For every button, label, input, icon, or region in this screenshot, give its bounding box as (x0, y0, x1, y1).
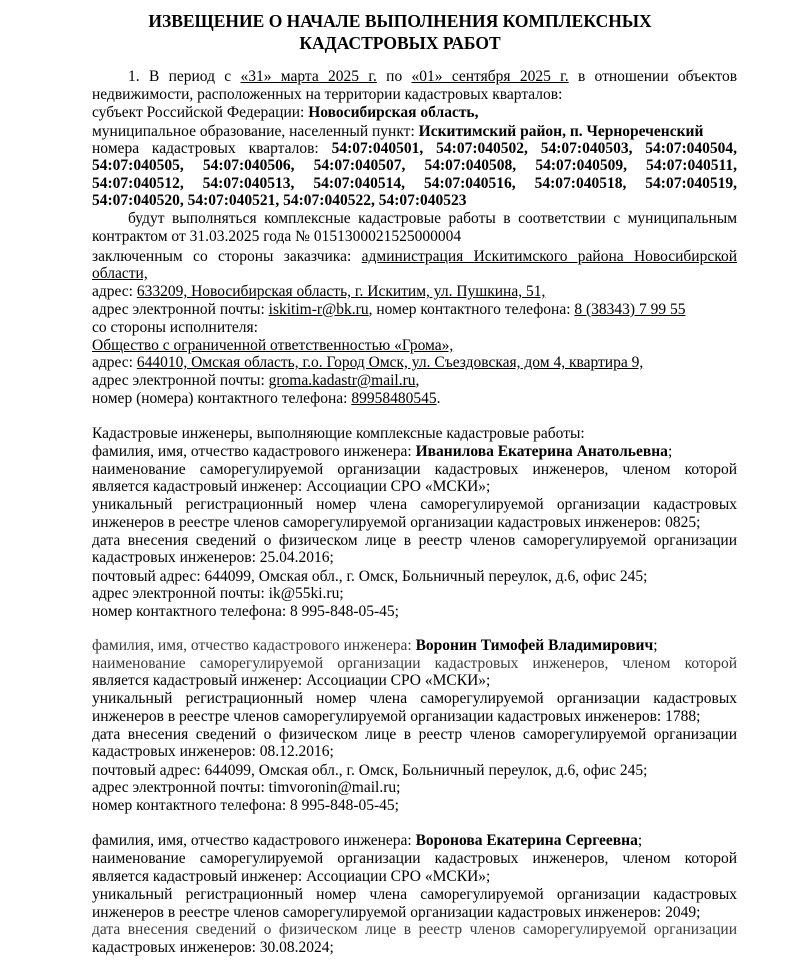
engineer-2-post: 644099, Омская обл., г. Омск, Больничный переулок, д.6, офис 245; (204, 762, 648, 779)
engineer-1-reg-line-2 (92, 514, 737, 532)
engineer-2-date-label: кадастровых инженеров: (92, 743, 256, 760)
engineer-3-date-label: кадастровых инженеров: (92, 939, 256, 956)
municipality-line (92, 123, 737, 141)
executor-address-line (92, 354, 737, 372)
engineer-1-reg-label: инженеров в реестре членов саморегулируемой организации кадастровых инженеров: (92, 514, 662, 531)
engineer-3-date: 30.08.2024; (259, 939, 334, 956)
municipality-value: Искитимский район, п. Чернореченский (418, 123, 704, 140)
executor-name: Общество с ограниченной ответственностью «Грома», (92, 337, 454, 354)
executor-email-line (92, 372, 737, 390)
engineer-2-reg-line-2 (92, 708, 737, 726)
engineer-3-sro-line-1: наименование саморегулируемой организации кадастровых инженеров, членом которой (92, 850, 737, 867)
engineer-3-fio: Воронова Екатерина Сергеевна (415, 832, 638, 849)
engineer-2-reg-line-1: уникальный регистрационный номер члена саморегулируемой организации кадастровых (92, 690, 737, 707)
engineer-1-date: 25.04.2016; (259, 549, 334, 566)
customer-address-line (92, 283, 737, 301)
executor-label: со стороны исполнителя: (92, 319, 258, 336)
executor-phone-line (92, 390, 737, 408)
engineer-3-reg-label: инженеров в реестре членов саморегулируемой организации кадастровых инженеров: (92, 904, 662, 921)
engineer-3-date-line-2 (92, 939, 737, 957)
engineer-3-reg-line-2 (92, 904, 737, 922)
engineer-1-post: 644099, Омская обл., г. Омск, Больничный переулок, д.6, офис 245; (204, 568, 648, 585)
period-text-3: в отношении объектов (577, 68, 738, 85)
period-number: 1. (128, 68, 140, 85)
customer-name-1: администрация Искитимского района Новосибирской (361, 248, 738, 265)
customer-name-2: области, (92, 265, 148, 282)
engineers-heading: Кадастровые инженеры, выполняющие комплексные кадастровые работы: (92, 425, 585, 442)
customer-line (92, 248, 737, 266)
quarters-list-3: 54:07:040512, 54:07:040513, 54:07:040514, 54:07:040516, 54:07:040518, 54:07:040519, (92, 175, 737, 192)
period-end-date: «01» сентября 2025 г. (411, 68, 569, 85)
quarters-list-1: 54:07:040501, 54:07:040502, 54:07:040503, 54:07:040504, (331, 140, 738, 157)
engineer-1-phone-line (92, 603, 737, 621)
notice-title (0, 10, 800, 54)
engineer-3-fio-line (92, 832, 737, 850)
engineer-2-email: timvoronin@mail.ru; (268, 779, 401, 796)
engineer-2-fio-line (92, 637, 737, 655)
customer-phone-label: , номер контактного телефона: (368, 301, 571, 318)
engineer-2-phone-label: номер контактного телефона: (92, 797, 287, 814)
period-line (128, 68, 737, 86)
engineer-2-sro-line-2: является кадастровый инженер: Ассоциации СРО «МСКИ»; (92, 672, 491, 689)
subject-label: субъект Российской Федерации: (92, 104, 305, 121)
quarters-line-1 (92, 140, 737, 158)
engineer-1-fio-label: фамилия, имя, отчество кадастрового инженера: (92, 443, 412, 460)
executor-address-label: адрес: (92, 354, 133, 371)
customer-label: заключенным со стороны заказчика: (92, 248, 352, 265)
period-text-1: В период с (148, 68, 232, 85)
engineer-2-fio: Воронин Тимофей Владимирович (415, 637, 654, 654)
customer-name-line-2 (92, 265, 737, 283)
subject-value: Новосибирская область, (308, 104, 479, 121)
engineer-1-post-label: почтовый адрес: (92, 568, 201, 585)
subject-line (92, 104, 737, 122)
period-start-date: «31» марта 2025 г. (240, 68, 377, 85)
engineer-2-date-line-2 (92, 743, 737, 761)
executor-name-line (92, 337, 737, 355)
engineer-3-fio-after: ; (637, 832, 643, 849)
engineer-1-reg-line-1: уникальный регистрационный номер члена саморегулируемой организации кадастровых (92, 496, 737, 513)
period-text-2: по (386, 68, 403, 85)
customer-email-label: адрес электронной почты: (92, 301, 265, 318)
title-line-1: ИЗВЕЩЕНИЕ О НАЧАЛЕ ВЫПОЛНЕНИЯ КОМПЛЕКСНЫХ (148, 11, 652, 31)
title-line-2: КАДАСТРОВЫХ РАБОТ (299, 33, 501, 53)
customer-address: 633209, Новосибирская область, г. Искитим, ул. Пушкина, 51, (136, 283, 546, 300)
engineer-1-fio-line (92, 443, 737, 461)
engineer-2-post-line (92, 762, 737, 780)
engineer-2-phone: 8 995-848-05-45; (290, 797, 399, 814)
engineer-2-reg: 1788; (665, 708, 701, 725)
quarters-list-2: 54:07:040505, 54:07:040506, 54:07:040507, 54:07:040508, 54:07:040509, 54:07:040511, (92, 157, 737, 174)
engineer-1-sro-line-1: наименование саморегулируемой организации кадастровых инженеров, членом которой (92, 461, 737, 478)
contract-line-1: будут выполняться комплексные кадастровые работы в соответствии с муниципальным (128, 210, 737, 227)
executor-phone-after: . (436, 390, 441, 407)
engineer-1-date-label: кадастровых инженеров: (92, 549, 256, 566)
customer-email: iskitim-r@bk.ru (268, 301, 369, 318)
engineer-1-fio: Иванилова Екатерина Анатольевна (415, 443, 668, 460)
engineer-3-reg: 2049; (665, 904, 701, 921)
contract-line-2: контрактом от 31.03.2025 года № 0151300021525000004 (92, 228, 462, 245)
engineer-1-phone: 8 995-848-05-45; (290, 603, 399, 620)
engineer-1-post-line (92, 568, 737, 586)
engineer-1-date-line-2 (92, 549, 737, 567)
executor-email-after: , (415, 372, 420, 389)
executor-phone-label: номер (номера) контактного телефона: (92, 390, 348, 407)
engineer-2-email-label: адрес электронной почты: (92, 779, 265, 796)
engineer-1-email-label: адрес электронной почты: (92, 585, 265, 602)
executor-phone: 89958480545 (351, 390, 437, 407)
engineer-2-post-label: почтовый адрес: (92, 762, 201, 779)
engineer-3-sro-line-2: является кадастровый инженер: Ассоциации СРО «МСКИ»; (92, 868, 491, 885)
engineer-1-email: ik@55ki.ru; (268, 585, 344, 602)
engineer-2-sro-line-1: наименование саморегулируемой организации кадастровых инженеров, членом которой (92, 655, 737, 672)
municipality-label: муниципальное образование, населенный пункт: (92, 123, 415, 140)
engineer-1-fio-after: ; (667, 443, 673, 460)
period-continuation: недвижимости, расположенных на территории кадастровых кварталов: (92, 86, 563, 103)
engineer-2-phone-line (92, 797, 737, 815)
engineer-1-email-line (92, 585, 737, 603)
customer-contacts-line (92, 301, 737, 319)
engineer-3-date-line-1: дата внесения сведений о физическом лице в реестр членов саморегулируемой организации (92, 921, 737, 938)
quarters-label: номера кадастровых кварталов: (92, 140, 319, 157)
engineer-2-date-line-1: дата внесения сведений о физическом лице в реестр членов саморегулируемой организации (92, 726, 737, 743)
engineer-3-fio-label: фамилия, имя, отчество кадастрового инженера: (92, 832, 412, 849)
engineer-2-reg-label: инженеров в реестре членов саморегулируемой организации кадастровых инженеров: (92, 708, 662, 725)
executor-address: 644010, Омская область, г.о. Город Омск, ул. Съездовская, дом 4, квартира 9, (136, 354, 644, 371)
executor-email: groma.kadastr@mail.ru (268, 372, 416, 389)
engineer-1-phone-label: номер контактного телефона: (92, 603, 287, 620)
engineer-1-reg: 0825; (665, 514, 701, 531)
engineer-2-fio-label: фамилия, имя, отчество кадастрового инженера: (92, 637, 412, 654)
engineer-3-reg-line-1: уникальный регистрационный номер члена саморегулируемой организации кадастровых (92, 886, 737, 903)
executor-email-label: адрес электронной почты: (92, 372, 265, 389)
customer-address-label: адрес: (92, 283, 133, 300)
engineer-1-sro-line-2: является кадастровый инженер: Ассоциации СРО «МСКИ»; (92, 478, 491, 495)
engineer-2-fio-after: ; (653, 637, 658, 654)
customer-phone: 8 (38343) 7 99 55 (574, 301, 686, 318)
engineer-2-date: 08.12.2016; (259, 743, 334, 760)
engineer-1-date-line-1: дата внесения сведений о физическом лице в реестр членов саморегулируемой организации (92, 532, 737, 549)
engineer-2-email-line (92, 779, 737, 797)
quarters-list-4: 54:07:040520, 54:07:040521, 54:07:040522, 54:07:040523 (92, 192, 467, 209)
